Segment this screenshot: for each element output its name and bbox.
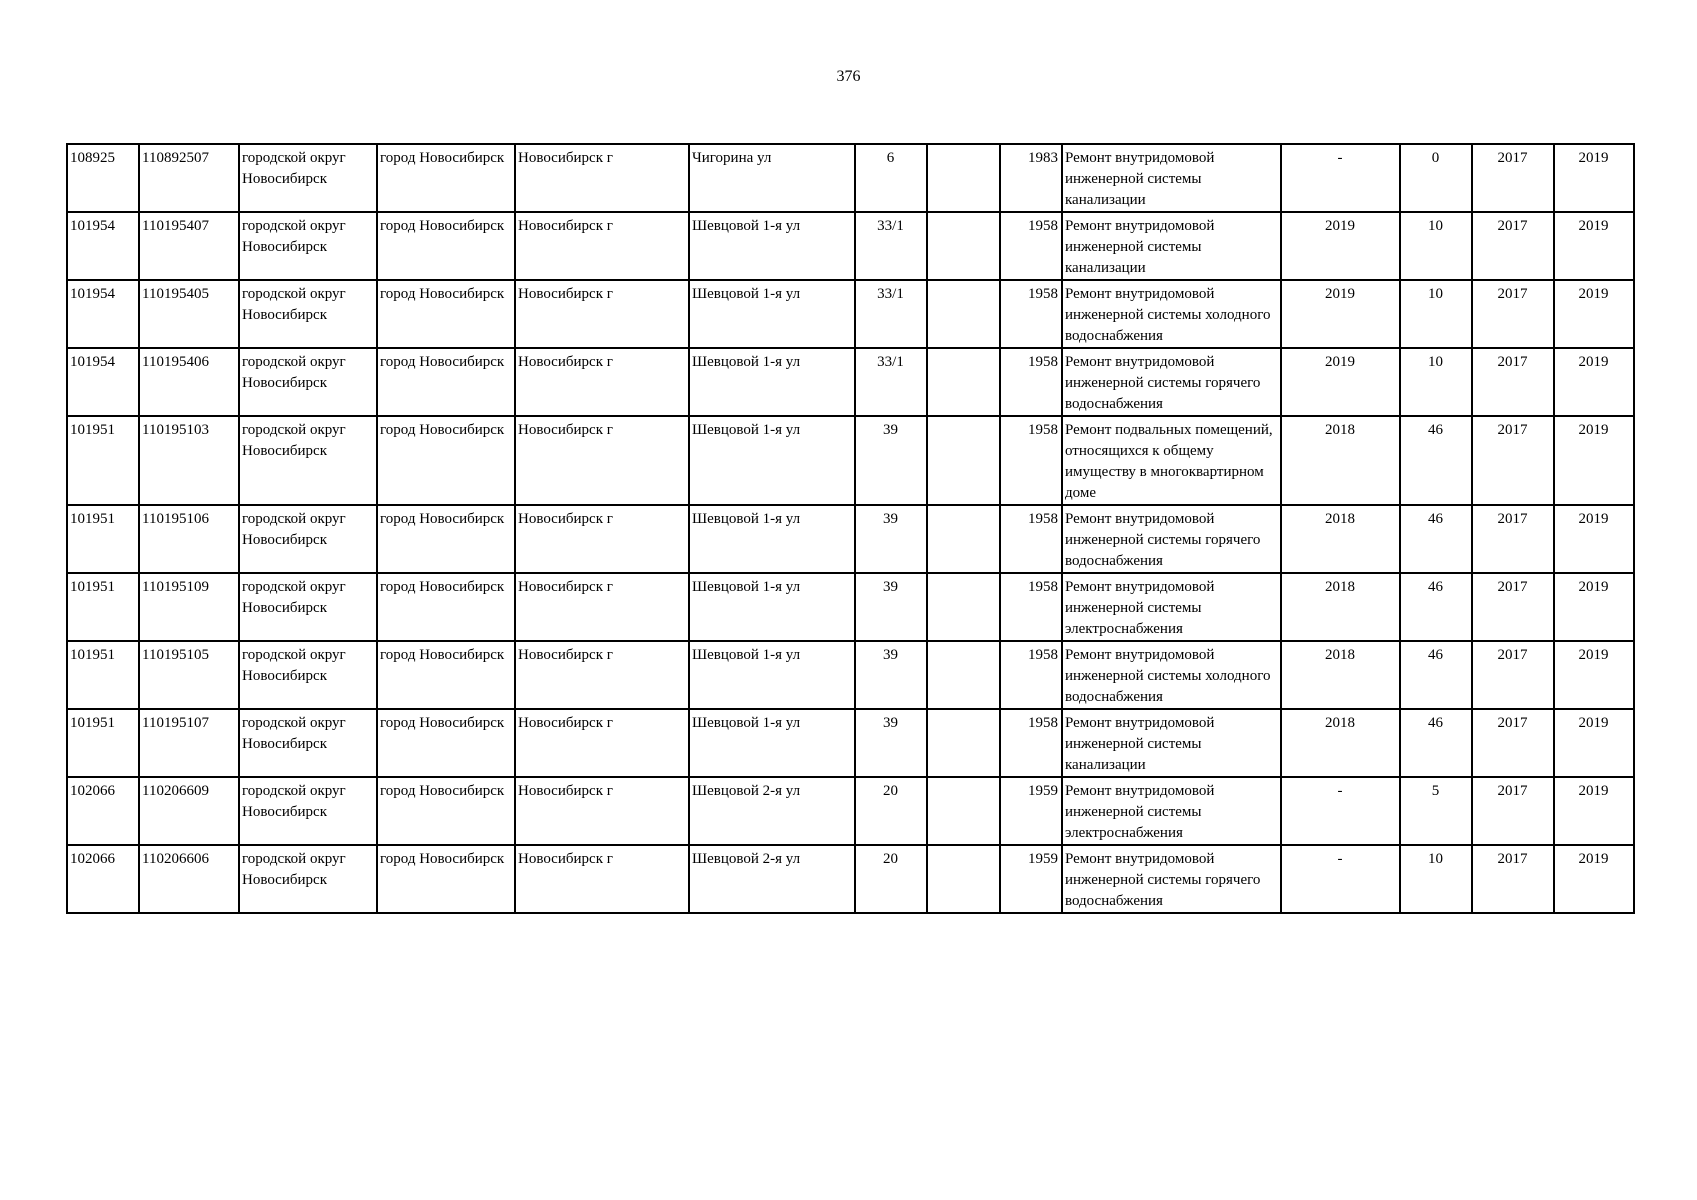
period-end-cell: 2019	[1554, 709, 1634, 777]
work-id-cell: 110892507	[139, 144, 239, 212]
wear-percent-cell: 10	[1400, 280, 1472, 348]
wear-percent-cell: 46	[1400, 573, 1472, 641]
work-type-cell: Ремонт внутридомовой инженерной системы электроснабжения	[1062, 573, 1281, 641]
work-id-cell: 110195103	[139, 416, 239, 505]
street-cell: Шевцовой 1-я ул	[689, 709, 855, 777]
house-number-cell: 39	[855, 416, 927, 505]
settlement-cell: город Новосибирск	[377, 212, 515, 280]
empty-cell	[927, 212, 1000, 280]
construction-year-cell: 1958	[1000, 212, 1062, 280]
wear-percent-cell: 0	[1400, 144, 1472, 212]
house-number-cell: 39	[855, 573, 927, 641]
period-end-cell: 2019	[1554, 348, 1634, 416]
building-id-cell: 101951	[67, 416, 139, 505]
registry-body	[67, 144, 1634, 913]
work-id-cell: 110195405	[139, 280, 239, 348]
wear-percent-cell: 46	[1400, 416, 1472, 505]
previous-repair-year-cell: 2018	[1281, 641, 1400, 709]
street-cell: Шевцовой 1-я ул	[689, 348, 855, 416]
settlement-cell: город Новосибирск	[377, 505, 515, 573]
construction-year-cell: 1959	[1000, 845, 1062, 913]
period-end-cell: 2019	[1554, 505, 1634, 573]
municipality-cell: городской округ Новосибирск	[239, 144, 377, 212]
table-row	[67, 573, 1634, 641]
previous-repair-year-cell: -	[1281, 144, 1400, 212]
empty-cell	[927, 505, 1000, 573]
building-id-cell: 102066	[67, 777, 139, 845]
municipality-cell: городской округ Новосибирск	[239, 348, 377, 416]
work-type-cell: Ремонт внутридомовой инженерной системы электроснабжения	[1062, 777, 1281, 845]
street-cell: Шевцовой 1-я ул	[689, 416, 855, 505]
empty-cell	[927, 144, 1000, 212]
period-start-cell: 2017	[1472, 845, 1554, 913]
wear-percent-cell: 46	[1400, 641, 1472, 709]
building-id-cell: 101951	[67, 505, 139, 573]
work-id-cell: 110195109	[139, 573, 239, 641]
construction-year-cell: 1958	[1000, 348, 1062, 416]
street-cell: Шевцовой 1-я ул	[689, 573, 855, 641]
municipality-cell: городской округ Новосибирск	[239, 573, 377, 641]
table-row	[67, 280, 1634, 348]
street-cell: Шевцовой 1-я ул	[689, 505, 855, 573]
settlement-cell: город Новосибирск	[377, 845, 515, 913]
street-cell: Шевцовой 1-я ул	[689, 212, 855, 280]
table-row	[67, 505, 1634, 573]
table-row	[67, 144, 1634, 212]
period-start-cell: 2017	[1472, 416, 1554, 505]
wear-percent-cell: 46	[1400, 709, 1472, 777]
building-id-cell: 101951	[67, 573, 139, 641]
street-cell: Шевцовой 2-я ул	[689, 845, 855, 913]
period-end-cell: 2019	[1554, 144, 1634, 212]
wear-percent-cell: 10	[1400, 348, 1472, 416]
previous-repair-year-cell: -	[1281, 845, 1400, 913]
previous-repair-year-cell: 2019	[1281, 280, 1400, 348]
empty-cell	[927, 348, 1000, 416]
house-number-cell: 39	[855, 641, 927, 709]
settlement-cell: город Новосибирск	[377, 280, 515, 348]
construction-year-cell: 1958	[1000, 505, 1062, 573]
building-id-cell: 101954	[67, 280, 139, 348]
work-id-cell: 110195407	[139, 212, 239, 280]
settlement-cell: город Новосибирск	[377, 573, 515, 641]
work-type-cell: Ремонт внутридомовой инженерной системы горячего водоснабжения	[1062, 348, 1281, 416]
table-row	[67, 641, 1634, 709]
period-end-cell: 2019	[1554, 416, 1634, 505]
empty-cell	[927, 641, 1000, 709]
table-row	[67, 348, 1634, 416]
locality-cell: Новосибирск г	[515, 505, 689, 573]
municipality-cell: городской округ Новосибирск	[239, 212, 377, 280]
period-start-cell: 2017	[1472, 212, 1554, 280]
page-number: 376	[836, 68, 861, 85]
locality-cell: Новосибирск г	[515, 348, 689, 416]
period-start-cell: 2017	[1472, 144, 1554, 212]
municipality-cell: городской округ Новосибирск	[239, 777, 377, 845]
work-id-cell: 110195107	[139, 709, 239, 777]
street-cell: Шевцовой 2-я ул	[689, 777, 855, 845]
settlement-cell: город Новосибирск	[377, 709, 515, 777]
empty-cell	[927, 573, 1000, 641]
wear-percent-cell: 10	[1400, 212, 1472, 280]
registry-table	[66, 143, 1635, 914]
work-id-cell: 110195106	[139, 505, 239, 573]
locality-cell: Новосибирск г	[515, 280, 689, 348]
period-end-cell: 2019	[1554, 777, 1634, 845]
house-number-cell: 39	[855, 505, 927, 573]
empty-cell	[927, 777, 1000, 845]
empty-cell	[927, 845, 1000, 913]
locality-cell: Новосибирск г	[515, 777, 689, 845]
building-id-cell: 102066	[67, 845, 139, 913]
table-row	[67, 416, 1634, 505]
locality-cell: Новосибирск г	[515, 641, 689, 709]
settlement-cell: город Новосибирск	[377, 144, 515, 212]
municipality-cell: городской округ Новосибирск	[239, 709, 377, 777]
work-id-cell: 110195105	[139, 641, 239, 709]
building-id-cell: 101951	[67, 641, 139, 709]
work-type-cell: Ремонт внутридомовой инженерной системы канализации	[1062, 212, 1281, 280]
table-row	[67, 212, 1634, 280]
construction-year-cell: 1958	[1000, 573, 1062, 641]
work-id-cell: 110195406	[139, 348, 239, 416]
house-number-cell: 39	[855, 709, 927, 777]
period-start-cell: 2017	[1472, 641, 1554, 709]
empty-cell	[927, 416, 1000, 505]
work-id-cell: 110206609	[139, 777, 239, 845]
period-end-cell: 2019	[1554, 212, 1634, 280]
locality-cell: Новосибирск г	[515, 212, 689, 280]
period-start-cell: 2017	[1472, 348, 1554, 416]
period-end-cell: 2019	[1554, 641, 1634, 709]
period-start-cell: 2017	[1472, 505, 1554, 573]
period-end-cell: 2019	[1554, 280, 1634, 348]
table-row	[67, 777, 1634, 845]
period-end-cell: 2019	[1554, 845, 1634, 913]
table-row	[67, 845, 1634, 913]
locality-cell: Новосибирск г	[515, 709, 689, 777]
period-start-cell: 2017	[1472, 777, 1554, 845]
street-cell: Шевцовой 1-я ул	[689, 280, 855, 348]
municipality-cell: городской округ Новосибирск	[239, 845, 377, 913]
building-id-cell: 101954	[67, 348, 139, 416]
wear-percent-cell: 5	[1400, 777, 1472, 845]
previous-repair-year-cell: 2019	[1281, 212, 1400, 280]
construction-year-cell: 1983	[1000, 144, 1062, 212]
previous-repair-year-cell: -	[1281, 777, 1400, 845]
house-number-cell: 6	[855, 144, 927, 212]
period-end-cell: 2019	[1554, 573, 1634, 641]
locality-cell: Новосибирск г	[515, 573, 689, 641]
period-start-cell: 2017	[1472, 280, 1554, 348]
locality-cell: Новосибирск г	[515, 845, 689, 913]
house-number-cell: 20	[855, 777, 927, 845]
municipality-cell: городской округ Новосибирск	[239, 416, 377, 505]
construction-year-cell: 1959	[1000, 777, 1062, 845]
municipality-cell: городской округ Новосибирск	[239, 641, 377, 709]
settlement-cell: город Новосибирск	[377, 777, 515, 845]
building-id-cell: 108925	[67, 144, 139, 212]
previous-repair-year-cell: 2018	[1281, 416, 1400, 505]
house-number-cell: 20	[855, 845, 927, 913]
building-id-cell: 101951	[67, 709, 139, 777]
wear-percent-cell: 10	[1400, 845, 1472, 913]
locality-cell: Новосибирск г	[515, 144, 689, 212]
wear-percent-cell: 46	[1400, 505, 1472, 573]
building-id-cell: 101954	[67, 212, 139, 280]
previous-repair-year-cell: 2018	[1281, 505, 1400, 573]
previous-repair-year-cell: 2018	[1281, 709, 1400, 777]
table-row	[67, 709, 1634, 777]
work-type-cell: Ремонт внутридомовой инженерной системы холодного водоснабжения	[1062, 641, 1281, 709]
house-number-cell: 33/1	[855, 348, 927, 416]
settlement-cell: город Новосибирск	[377, 348, 515, 416]
work-type-cell: Ремонт подвальных помещений, относящихся к общему имуществу в многоквартирном доме	[1062, 416, 1281, 505]
construction-year-cell: 1958	[1000, 641, 1062, 709]
work-type-cell: Ремонт внутридомовой инженерной системы канализации	[1062, 144, 1281, 212]
work-type-cell: Ремонт внутридомовой инженерной системы горячего водоснабжения	[1062, 505, 1281, 573]
settlement-cell: город Новосибирск	[377, 641, 515, 709]
locality-cell: Новосибирск г	[515, 416, 689, 505]
empty-cell	[927, 709, 1000, 777]
construction-year-cell: 1958	[1000, 280, 1062, 348]
construction-year-cell: 1958	[1000, 709, 1062, 777]
house-number-cell: 33/1	[855, 212, 927, 280]
street-cell: Чигорина ул	[689, 144, 855, 212]
period-start-cell: 2017	[1472, 573, 1554, 641]
empty-cell	[927, 280, 1000, 348]
previous-repair-year-cell: 2018	[1281, 573, 1400, 641]
settlement-cell: город Новосибирск	[377, 416, 515, 505]
house-number-cell: 33/1	[855, 280, 927, 348]
work-type-cell: Ремонт внутридомовой инженерной системы канализации	[1062, 709, 1281, 777]
municipality-cell: городской округ Новосибирск	[239, 505, 377, 573]
work-type-cell: Ремонт внутридомовой инженерной системы холодного водоснабжения	[1062, 280, 1281, 348]
period-start-cell: 2017	[1472, 709, 1554, 777]
construction-year-cell: 1958	[1000, 416, 1062, 505]
work-id-cell: 110206606	[139, 845, 239, 913]
municipality-cell: городской округ Новосибирск	[239, 280, 377, 348]
work-type-cell: Ремонт внутридомовой инженерной системы горячего водоснабжения	[1062, 845, 1281, 913]
previous-repair-year-cell: 2019	[1281, 348, 1400, 416]
street-cell: Шевцовой 1-я ул	[689, 641, 855, 709]
